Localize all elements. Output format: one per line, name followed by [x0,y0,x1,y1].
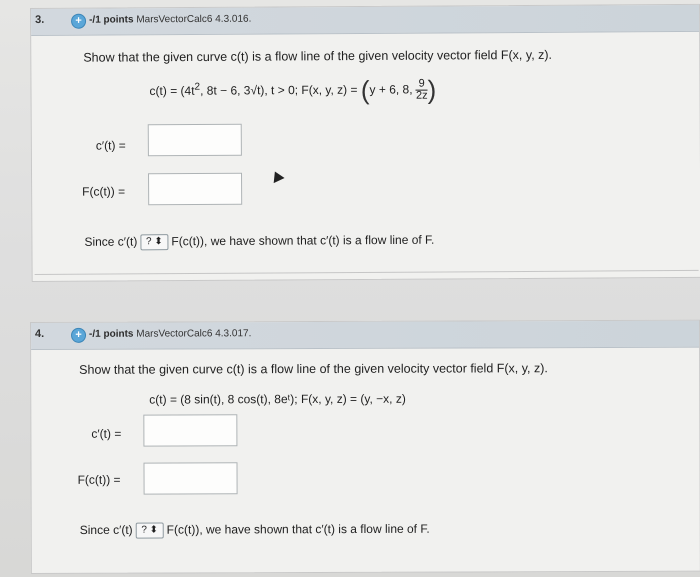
cprime-label: c′(t) = [91,426,122,441]
plus-icon[interactable]: + [71,328,86,343]
F-answer-input[interactable] [148,173,242,206]
problem-formula: $c(t) = (4t^2$, 8t − 6, 3√t), t > 0; F(x, y, z) = (y + 6, 8, $\frac{9}{2z}$ ) [149,74,437,105]
fraction-numerator: 9 [416,79,428,91]
since-prefix: Since c′(t) [79,522,133,537]
since-suffix: F(c(t)), we have shown that c′(t) is a flow line of F. [166,521,430,537]
points-info [89,328,251,340]
problem-number: 3. [35,13,45,26]
points-info [89,14,251,26]
problem-header [31,5,699,36]
points-text: -/1 points [89,328,134,340]
F-answer-input[interactable] [143,462,237,494]
formula-prefix: c(t) = (4t [149,83,195,98]
problem-formula: c(t) = (8 sin(t), 8 cos(t), 8eᵗ); F(x, y, z) = (y, −x, z) [149,391,406,407]
cprime-answer-input[interactable] [148,124,242,157]
relation-select[interactable]: ? ⬍ [140,234,168,250]
since-sentence [80,522,430,539]
F-label: F(c(t)) = [82,184,126,199]
points-text: -/1 points [89,14,134,26]
since-sentence [84,233,434,251]
formula-fraction [416,79,428,102]
source-text: MarsVectorCalc6 4.3.017. [136,328,252,340]
cprime-answer-input[interactable] [143,414,237,446]
problem-4 [30,320,700,574]
problem-stem: Show that the given curve c(t) is a flow line of the given velocity vector field F(x, y, z). [83,47,553,65]
formula-exponent: 2 [194,81,201,93]
F-label: F(c(t)) = [77,472,121,487]
since-prefix: Since c′(t) [84,234,138,249]
relation-select[interactable]: ? ⬍ [136,523,164,539]
source-text: MarsVectorCalc6 4.3.016. [136,13,252,26]
plus-icon[interactable]: + [71,14,86,29]
problem-3 [30,4,700,282]
problem-header [31,321,699,350]
formula-mid: , 8t − 6, 3√t), t > 0; F(x, y, z) = [200,82,358,98]
problem-number: 4. [35,327,45,340]
cprime-label: c′(t) = [95,138,126,153]
divider [35,270,699,275]
problem-stem: Show that the given curve c(t) is a flow line of the given velocity vector field F(x, y, z). [79,361,548,377]
fraction-denominator: 2z [415,89,428,102]
since-suffix: F(c(t)), we have shown that c′(t) is a flow line of F. [171,232,435,249]
formula-inner: y + 6, 8, [369,82,413,97]
